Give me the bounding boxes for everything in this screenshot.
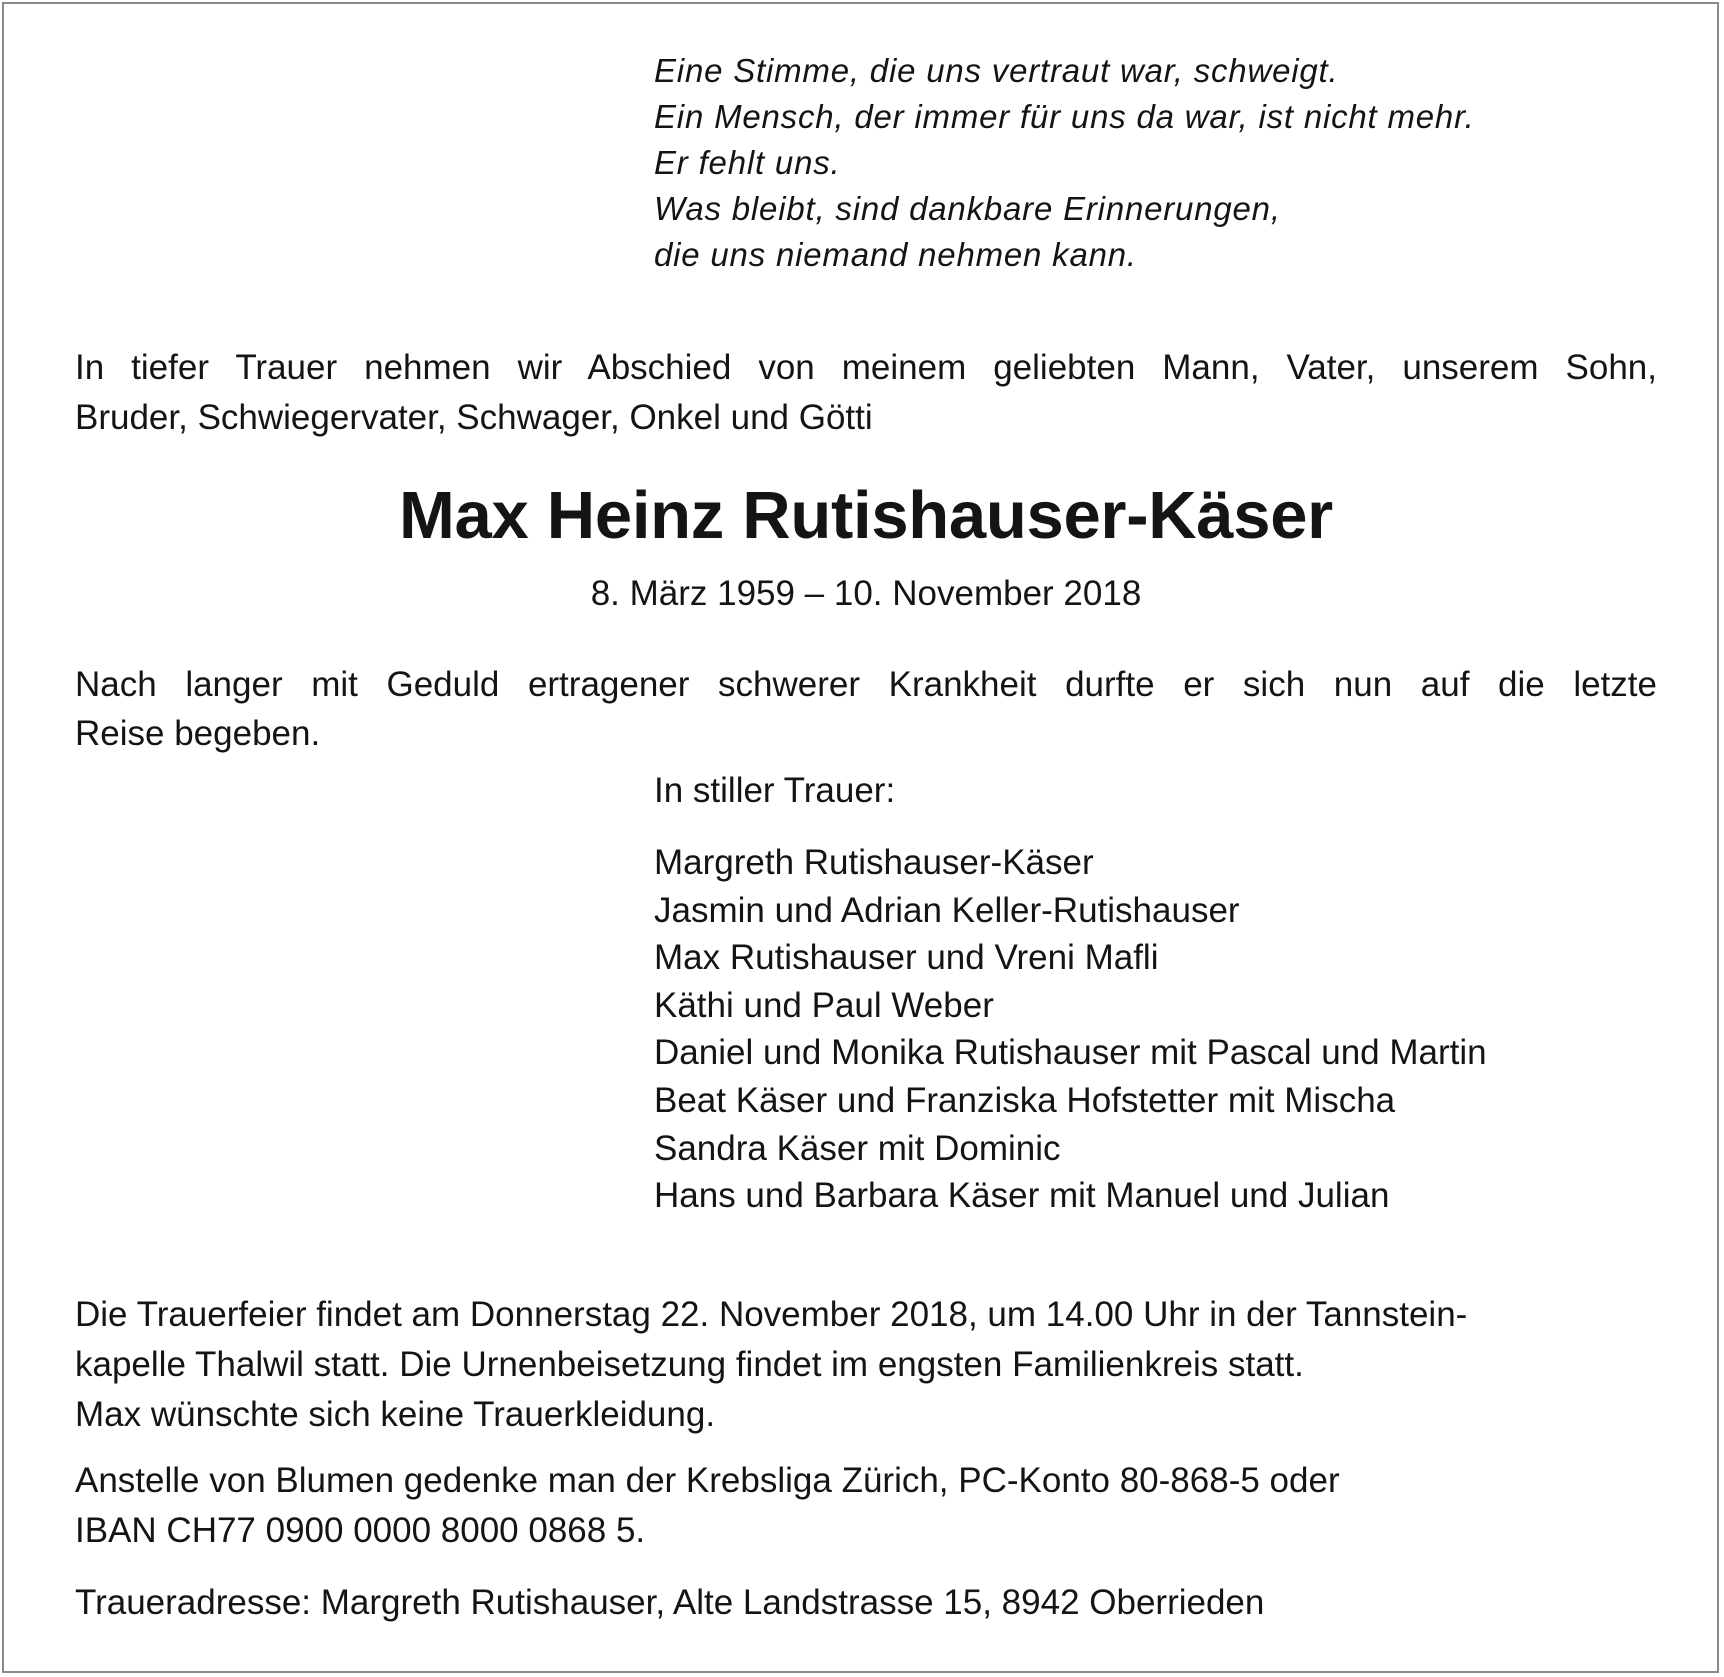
mourner-name: Jasmin und Adrian Keller-Rutishauser [654,890,1240,930]
intro-line: In tiefer Trauer nehmen wir Abschied von meinem geliebten Mann, Vater, unserem Sohn, [75,348,1657,387]
mourner-name: Margreth Rutishauser-Käser [654,843,1094,882]
donation-line: Anstelle von Blumen gedenke man der Krebsliga Zürich, PC-Konto 80-868-5 oder [75,1461,1340,1500]
life-dates: 8. März 1959 – 10. November 2018 [590,574,1142,613]
intro-line: Bruder, Schwiegervater, Schwager, Onkel und Götti [75,398,873,437]
poem-line: die uns niemand nehmen kann. [654,236,1137,273]
mourner-name: Beat Käser und Franziska Hofstetter mit Mischa [654,1080,1396,1120]
intro-paragraph [75,343,1657,443]
mourner-name: Daniel und Monika Rutishauser mit Pascal und Martin [654,1033,1487,1073]
poem-line: Ein Mensch, der immer für uns da war, ist nicht mehr. [654,98,1475,135]
donation-line: IBAN CH77 0900 0000 8000 0868 5. [75,1511,646,1550]
mourning-address: Traueradresse: Margreth Rutishauser, Alte Landstrasse 15, 8942 Oberrieden [75,1583,1265,1622]
ceremony-paragraph [75,1290,1657,1440]
mourner-name: Max Rutishauser und Vreni Mafli [654,938,1159,978]
ceremony-line: kapelle Thalwil statt. Die Urnenbeisetzung findet im engsten Familienkreis statt. [75,1345,1304,1384]
mourner-name: Käthi und Paul Weber [654,985,994,1025]
illness-line: Reise begeben. [75,714,321,753]
ceremony-line: Max wünschte sich keine Trauerkleidung. [75,1395,716,1434]
poem-line: Was bleibt, sind dankbare Erinnerungen, [654,190,1281,227]
poem-line: Eine Stimme, die uns vertraut war, schweigt. [654,52,1339,89]
poem-line: Er fehlt uns. [654,144,841,181]
illness-paragraph [75,660,1657,758]
mourner-name: Sandra Käser mit Dominic [654,1128,1061,1168]
ceremony-line: Die Trauerfeier findet am Donnerstag 22. November 2018, um 14.00 Uhr in der Tannstein- [75,1295,1468,1334]
deceased-name: Max Heinz Rutishauser-Käser [399,478,1333,553]
mourners-heading: In stiller Trauer: [654,771,896,810]
donation-paragraph [75,1456,1340,1556]
illness-line: Nach langer mit Geduld ertragener schwerer Krankheit durfte er sich nun auf die letzte [75,665,1657,704]
obituary-notice [2,2,1719,1673]
poem [654,48,1475,278]
mourner-name: Hans und Barbara Käser mit Manuel und Julian [654,1176,1390,1216]
mourners-list [654,839,1487,1220]
